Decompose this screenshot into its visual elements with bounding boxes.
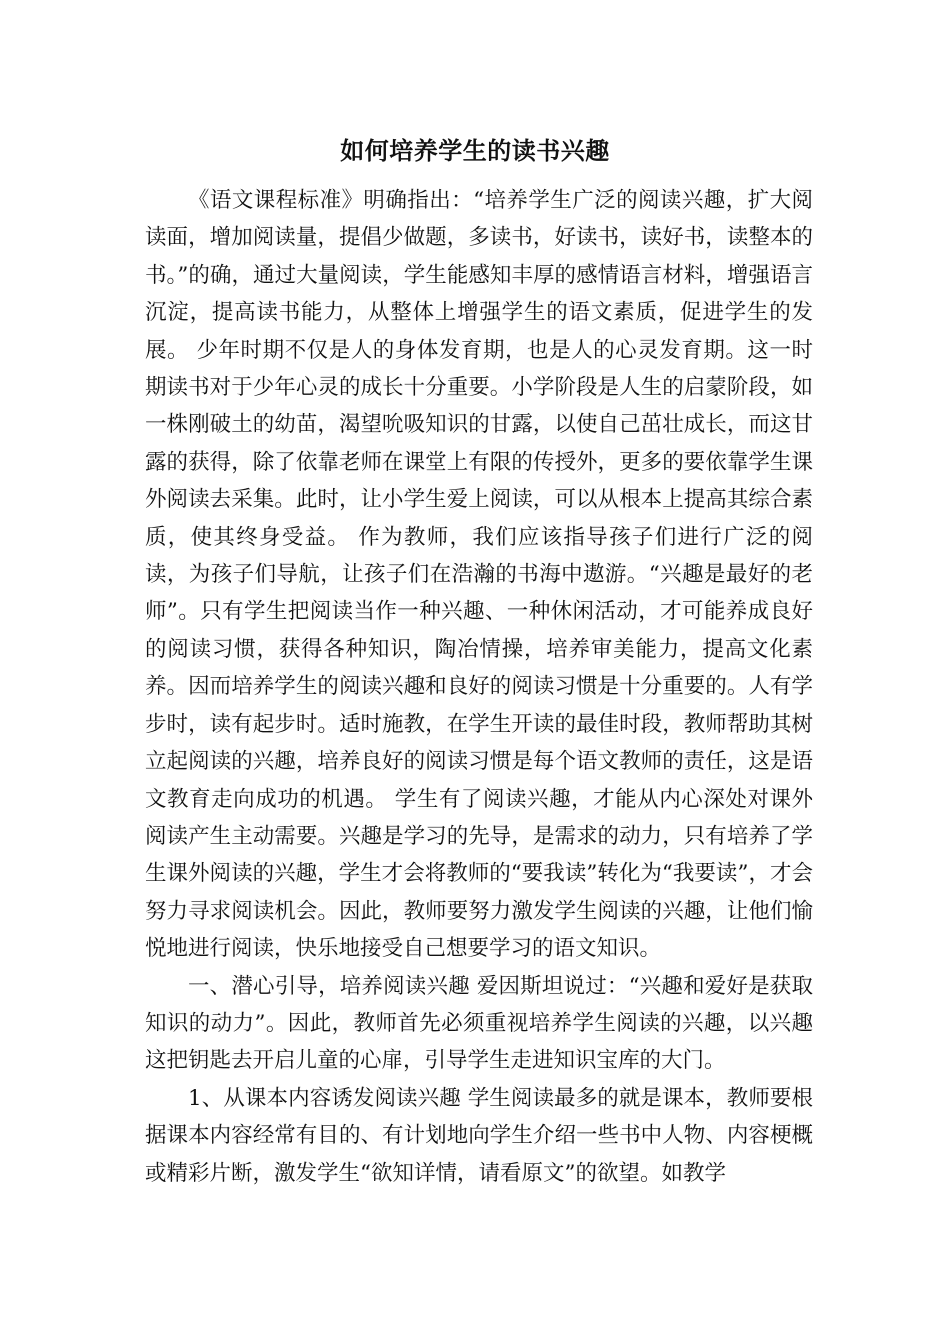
document-body — [145, 182, 813, 1192]
paragraph-section-one: 一、潜心引导，培养阅读兴趣 爱因斯坦说过：“兴趣和爱好是获取知识的动力”。因此，教师首先必须重视培养学生阅读的兴趣，以兴趣这把钥匙去开启儿童的心扉，引导学生走进知识宝库的大门。 — [145, 973, 813, 1074]
paragraph-item-one: 1、从课本内容诱发阅读兴趣 学生阅读最多的就是课本，教师要根据课本内容经常有目的、有计划地向学生介绍一些书中人物、内容梗概或精彩片断，激发学生“欲知详情，请看原文”的欲望。如教学 — [145, 1085, 813, 1186]
document-title: 如何培养学生的读书兴趣 — [340, 136, 610, 165]
paragraph-intro: 《语文课程标准》明确指出：“培养学生广泛的阅读兴趣，扩大阅读面，增加阅读量，提倡少做题，多读书，好读书，读好书，读整本的书。”的确，通过大量阅读，学生能感知丰厚的感情语言材料，增强语言沉淀，提高读书能力，从整体上增强学生的语文素质，促进学生的发展。 少年时期不仅是人的身体发育期，也是人的心灵发育期。这一时期读书对于少年心灵的成长十分重要。小学阶段是人生的启蒙阶段，如一株刚破土的幼苗，渴望吮吸知识的甘露，以使自己茁壮成长，而这甘露的获得，除了依靠老师在课堂上有限的传授外，更多的要依靠学生课外阅读去采集。此时，让小学生爱上阅读，可以从根本上提高其综合素质，使其终身受益。 作为教师，我们应该指导孩子们进行广泛的阅读，为孩子们导航，让孩子们在浩瀚的书海中遨游。“兴趣是最好的老师”。只有学生把阅读当作一种兴趣、一种休闲活动，才可能养成良好的阅读习惯，获得各种知识，陶冶情操，培养审美能力，提高文化素养。因而培养学生的阅读兴趣和良好的阅读习惯是十分重要的。人有学步时，读有起步时。适时施教，在学生开读的最佳时段，教师帮助其树立起阅读的兴趣，培养良好的阅读习惯是每个语文教师的责任，这是语文教育走向成功的机遇。 学生有了阅读兴趣，才能从内心深处对课外阅读产生主动需要。兴趣是学习的先导，是需求的动力，只有培养了学生课外阅读的兴趣，学生才会将教师的“要我读”转化为“我要读”，才会努力寻求阅读机会。因此，教师要努力激发学生阅读的兴趣，让他们愉悦地进行阅读，快乐地接受自己想要学习的语文知识。 — [145, 188, 813, 962]
